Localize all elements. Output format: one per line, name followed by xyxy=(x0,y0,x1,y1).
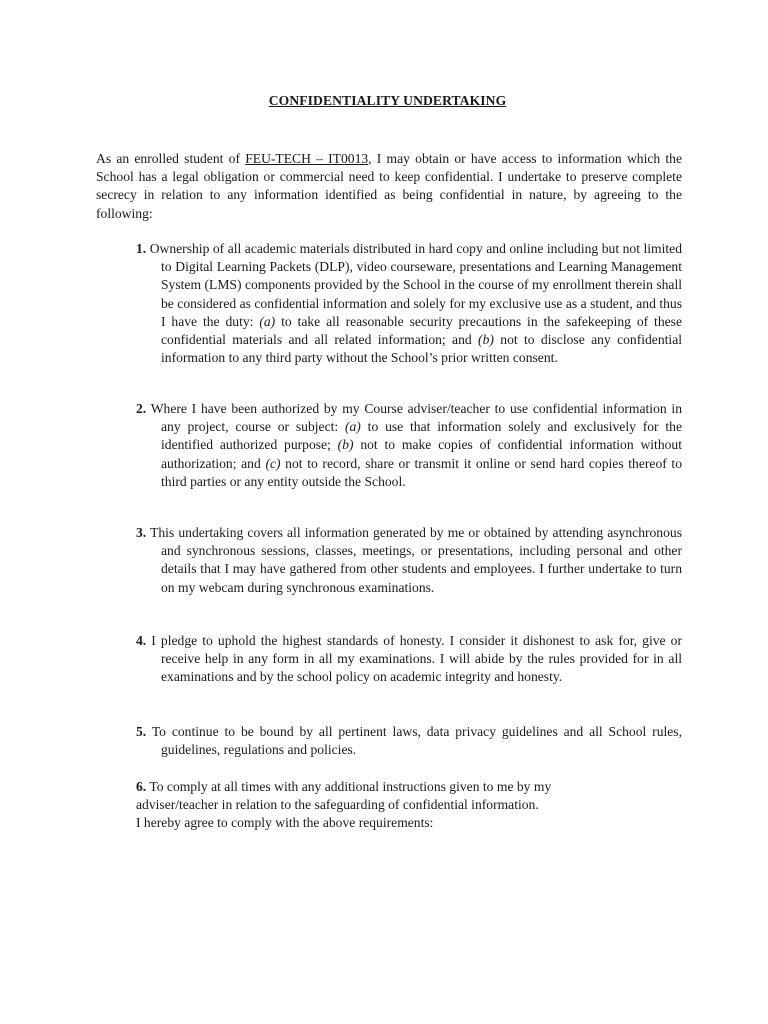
clause-number: 3. xyxy=(136,525,147,540)
clause-text: to use that information solely and exclusively for the identified authorized purpose; xyxy=(161,419,682,453)
clause-number: 5. xyxy=(136,724,147,739)
document-title: CONFIDENTIALITY UNDERTAKING xyxy=(268,93,507,108)
clause-1 xyxy=(136,240,682,367)
clause-text: I pledge to uphold the highest standards of honesty. I consider it dishonest to ask for, give or receive help in any form in all my examinations. I will abide by the rules provided for in all examinations and by the school policy on academic integrity and honesty. xyxy=(146,633,682,685)
clause-text: to take all reasonable security precautions in the safekeeping of these confidential materials and all related information; and xyxy=(161,313,682,348)
clause-marker-a: (a) xyxy=(259,313,276,329)
clause-text: To continue to be bound by all pertinent laws, data privacy guidelines and all School rules, guidelines, regulations and policies. xyxy=(146,724,682,758)
clause-number: 1. xyxy=(136,241,147,256)
clause-6 xyxy=(136,778,682,814)
clause-marker-a: (a) xyxy=(344,419,361,435)
clause-5 xyxy=(136,723,682,759)
clause-text: Where I have been authorized by my Course adviser/teacher to use confidential information in any project, course or subject: xyxy=(146,401,682,435)
clause-text: not to make copies of confidential information without authorization; and xyxy=(161,437,682,471)
agreement-statement: I hereby agree to comply with the above requirements: xyxy=(136,815,434,830)
clause-text: To comply at all times with any additional instructions given to me by my xyxy=(146,779,552,794)
clause-4 xyxy=(136,632,682,687)
clause-marker-b: (b) xyxy=(478,332,494,348)
clause-text: This undertaking covers all information generated by me or obtained by attending asynchronous and synchronous sessions, classes, meetings, or presentations, including personal and other details that I may have gathered from other students and employees. I further undertake to turn on my webcam during synchronous examinations. xyxy=(146,525,682,595)
intro-post: , I may obtain or have access to information which the School has a legal obligation or commercial need to keep confidential. I undertake to preserve complete secrecy in relation to any information identified as being confidential in nature, by agreeing to the following: xyxy=(96,151,683,221)
clause-6-line-2: adviser/teacher in relation to the safeguarding of confidential information. xyxy=(136,797,539,813)
clause-text: Ownership of all academic materials distributed in hard copy and online including but not limited to Digital Learning Packets (DLP), video courseware, presentations and Learning Management System (LMS) components provided by the School in the course of my enrollment therein shall be considered as confidential information and solely for my exclusive use as a student, and thus I have the duty: xyxy=(146,241,682,329)
clause-text: not to record, share or transmit it online or send hard copies thereof to third parties or any entity outside the School. xyxy=(161,455,682,489)
clause-number: 4. xyxy=(136,633,147,648)
clause-text: not to disclose any confidential information to any third party without the School’s prior written consent. xyxy=(161,332,682,366)
clause-6-line-1 xyxy=(136,778,682,796)
clause-2 xyxy=(136,400,682,491)
clause-number: 2. xyxy=(136,401,147,416)
intro-paragraph xyxy=(96,150,682,223)
clause-marker-b: (b) xyxy=(337,437,354,453)
program-code: FEU-TECH – IT0013 xyxy=(245,151,369,166)
clause-marker-c: (c) xyxy=(265,455,281,471)
clause-3 xyxy=(136,524,682,597)
clause-number: 6. xyxy=(136,779,147,794)
intro-pre: As an enrolled student of xyxy=(96,151,246,166)
